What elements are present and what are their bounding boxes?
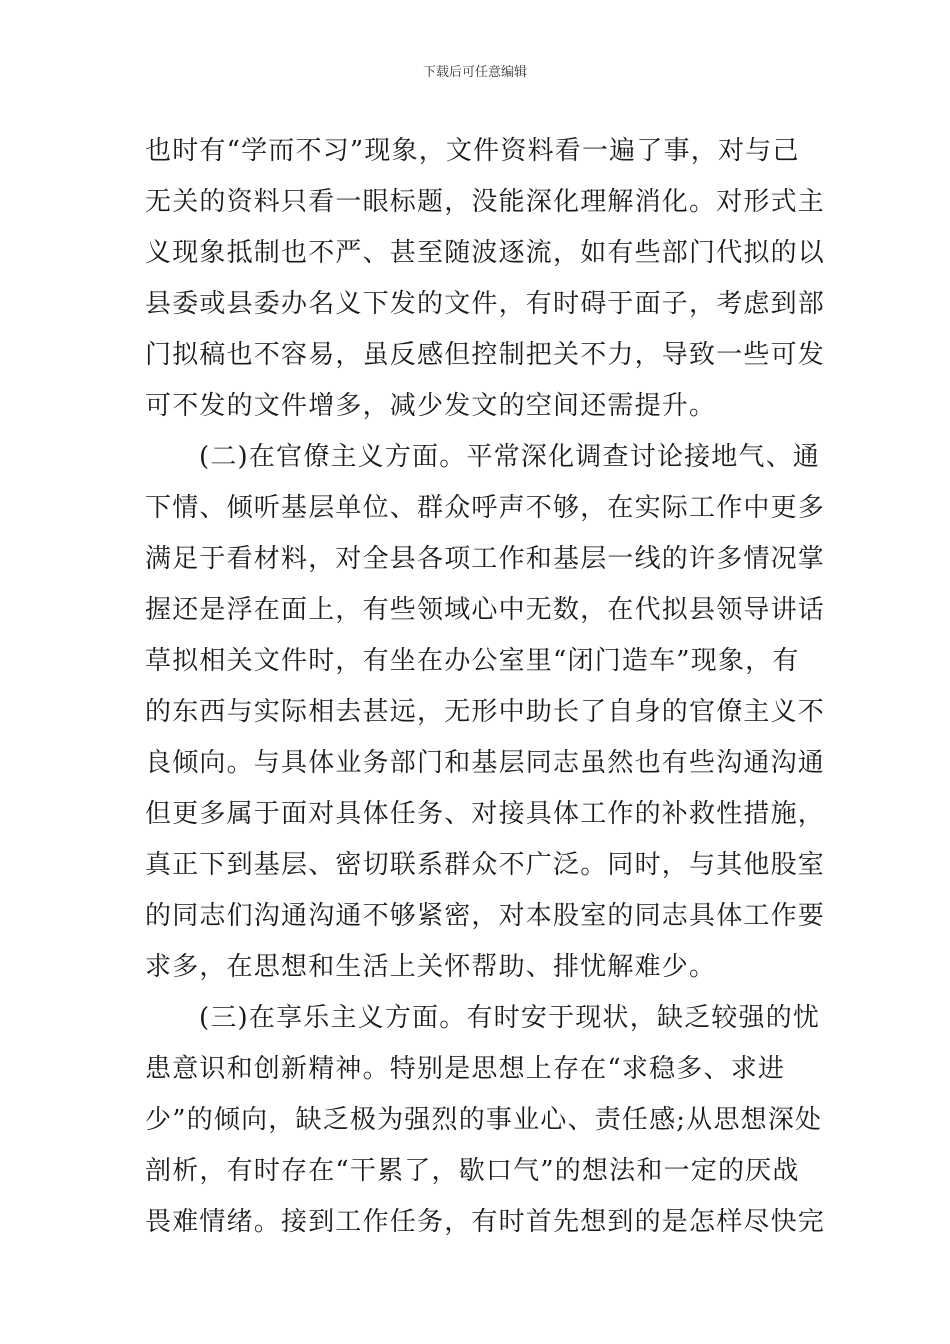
paragraph-start-line: (三)在享乐主义方面。有时安于现状，缺乏较强的忧: [199, 1003, 821, 1033]
paragraph-start-line: (二)在官僚主义方面。平常深化调查讨论接地气、通: [199, 442, 821, 472]
text-line: 县委或县委办名义下发的文件，有时碍于面子，考虑到部: [145, 289, 826, 319]
text-line: 剖析，有时存在“干累了，歇口气”的想法和一定的厌战: [145, 1156, 800, 1186]
text-line: 握还是浮在面上，有些领域心中无数，在代拟县领导讲话: [145, 595, 826, 625]
text-line: 患意识和创新精神。特别是思想上存在“求稳多、求进: [145, 1054, 786, 1084]
text-line: 但更多属于面对具体任务、对接具体工作的补救性措施，: [145, 799, 826, 829]
text-line: 门拟稿也不容易，虽反感但控制把关不力，导致一些可发: [145, 340, 826, 370]
text-line: 畏难情绪。接到工作任务，有时首先想到的是怎样尽快完: [145, 1207, 826, 1237]
text-line: 下情、倾听基层单位、群众呼声不够，在实际工作中更多: [145, 493, 826, 523]
document-body: [145, 126, 826, 1248]
text-line: 可不发的文件增多，减少发文的空间还需提升。: [145, 391, 717, 421]
text-line: 的东西与实际相去甚远，无形中助长了自身的官僚主义不: [145, 697, 826, 727]
text-line: 草拟相关文件时，有坐在办公室里“闭门造车”现象，有: [145, 646, 800, 676]
text-line: 满足于看材料，对全县各项工作和基层一线的许多情况掌: [145, 544, 826, 574]
text-line: 无关的资料只看一眼标题，没能深化理解消化。对形式主: [145, 187, 826, 217]
text-line: 良倾向。与具体业务部门和基层同志虽然也有些沟通沟通: [145, 748, 826, 778]
text-line: 求多，在思想和生活上关怀帮助、排忧解难少。: [145, 952, 717, 982]
text-line: 的同志们沟通沟通不够紧密，对本股室的同志具体工作要: [145, 901, 826, 931]
text-line: 义现象抵制也不严、甚至随波逐流，如有些部门代拟的以: [145, 238, 826, 268]
page-header: 下载后可任意编辑: [422, 65, 527, 80]
text-line: 少”的倾向，缺乏极为强烈的事业心、责任感;从思想深处: [145, 1105, 823, 1135]
text-line: 也时有“学而不习”现象，文件资料看一遍了事，对与己: [145, 136, 800, 166]
text-line: 真正下到基层、密切联系群众不广泛。同时，与其他股室: [145, 850, 826, 880]
